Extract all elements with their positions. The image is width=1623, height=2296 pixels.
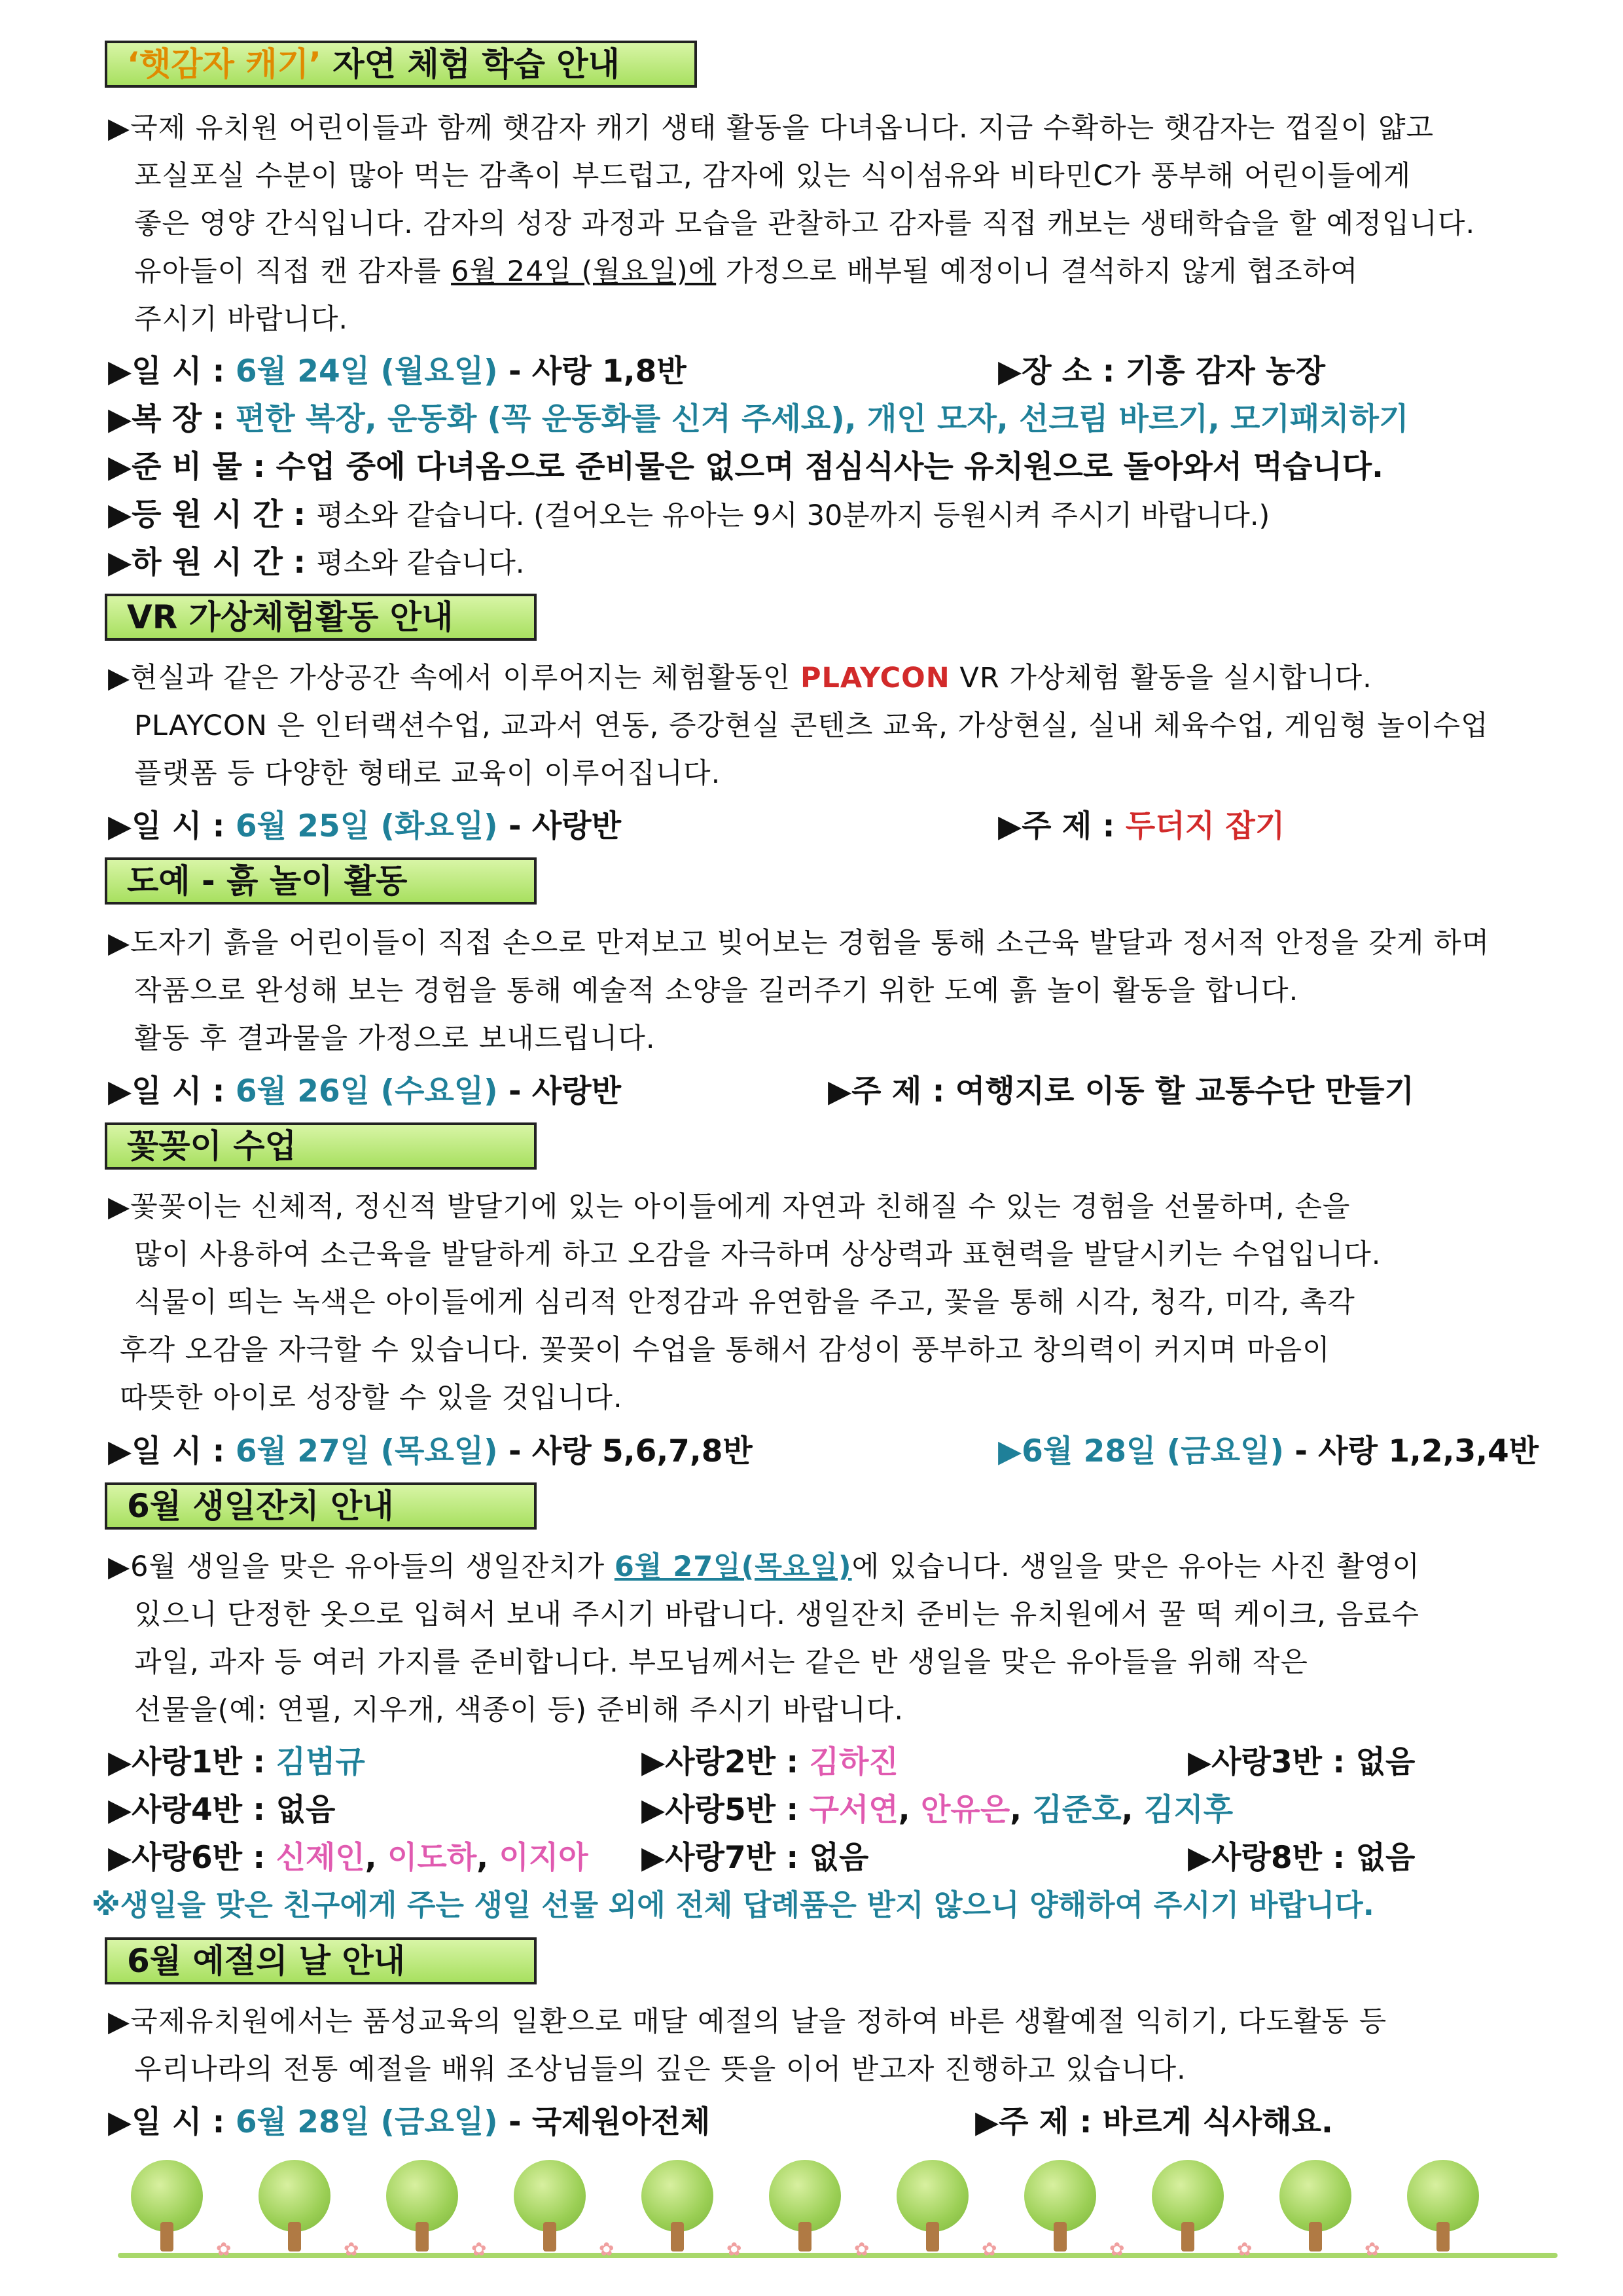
class5-name-1: 구서연	[809, 1792, 899, 1828]
flower-line-1: ▶ 꽃꽂이는 신체적, 정신적 발달기에 있는 아이들에게 자연과 친해질 수 있는 경험을 선물하며, 손을	[108, 1183, 1525, 1231]
flower-date-value: 6월 27일 (목요일)	[235, 1433, 498, 1469]
vr-line-1	[108, 655, 1525, 702]
tree-icon	[1024, 2160, 1096, 2258]
potato-line-2: 포실포실 수분이 많아 먹는 감촉이 부드럽고, 감자에 있는 식이섬유와 비타민C가 풍부해 어린이들에게	[134, 160, 1412, 192]
flower-icon: ✿	[726, 2238, 742, 2260]
potato-date-label: ▶일 시 :	[108, 353, 236, 389]
tree-icon	[259, 2160, 330, 2258]
tree-icon	[514, 2160, 586, 2258]
flower-icon: ✿	[344, 2238, 359, 2260]
birthday-line-1a: 6월 생일을 맞은 유아들의 생일잔치가	[130, 1551, 615, 1583]
class1-name: 김범규	[276, 1744, 365, 1780]
tree-icon	[1407, 2160, 1479, 2258]
flower-line-3: 식물이 띄는 녹색은 아이들에게 심리적 안정감과 유연함을 주고, 꽃을 통해 시각, 청각, 미각, 촉각	[134, 1286, 1355, 1319]
flower-line-2: 많이 사용하여 소근육을 발달하게 하고 오감을 자극하며 상상력과 표현력을 발달시키는 수업입니다.	[134, 1238, 1382, 1271]
vr-line-3: 플랫폼 등 다양한 형태로 교육이 이루어집니다.	[134, 757, 721, 790]
vr-line-2: PLAYCON 은 인터랙션수업, 교과서 연동, 증강현실 콘텐츠 교육, 가상현실, 실내 체육수업, 게임형 놀이수업	[134, 709, 1489, 742]
etiquette-date-line	[108, 2098, 710, 2142]
potato-leave-value: 평소와 같습니다.	[316, 547, 525, 580]
section-header-pottery: 도예 - 흙 놀이 활동	[105, 857, 537, 905]
flower-icon: ✿	[471, 2238, 487, 2260]
birthday-line-2: 있으니 단정한 옷으로 입혀서 보내 주시기 바랍니다. 생일잔치 준비는 유치원에서 꿀 떡 케이크, 음료수	[134, 1598, 1420, 1631]
potato-date-line	[108, 347, 687, 391]
header-potato-text: 자연 체험 학습 안내	[321, 45, 620, 83]
tree-icon	[1152, 2160, 1224, 2258]
tree-icon	[1279, 2160, 1351, 2258]
potato-leave-line	[108, 538, 524, 582]
birthday-line-1b: 에 있습니다. 생일을 맞은 유아는 사진 촬영이	[851, 1551, 1420, 1583]
flower-icon: ✿	[599, 2238, 615, 2260]
separator: ,	[1121, 1792, 1144, 1828]
class2-label: ▶사랑2반 :	[641, 1744, 810, 1780]
class4-line: ▶사랑4반 : 없음	[108, 1792, 336, 1828]
birthday-date: 6월 27일(목요일)	[614, 1551, 852, 1583]
vr-theme-line	[998, 802, 1285, 846]
class6-name-1: 신제인	[276, 1840, 365, 1876]
potato-date-value: 6월 24일 (월요일)	[235, 353, 498, 389]
class1-label: ▶사랑1반 :	[108, 1744, 276, 1780]
potato-clothes-value: 편한 복장, 운동화 (꼭 운동화를 신겨 주세요), 개인 모자, 선크림 바르기, 모기패치하기	[235, 401, 1409, 437]
separator: ,	[1010, 1792, 1033, 1828]
class6-line	[108, 1833, 588, 1877]
tree-icon	[386, 2160, 458, 2258]
potato-prep-line: ▶준 비 물 : 수업 중에 다녀옴으로 준비물은 없으며 점심식사는 유치원으로 돌아와서 먹습니다.	[108, 449, 1384, 485]
etiquette-description	[108, 1998, 1525, 2094]
potato-leave-label: ▶하 원 시 간 :	[108, 545, 317, 581]
etiquette-line-1: ▶ 국제유치원에서는 품성교육의 일환으로 매달 예절의 날을 정하여 바른 생활예절 익히기, 다도활동 등	[108, 1998, 1525, 2046]
section-header-potato	[105, 41, 697, 88]
flower-icon: ✿	[216, 2238, 232, 2260]
potato-arrive-line	[108, 490, 1270, 534]
birthday-line-1	[108, 1543, 1525, 1591]
section-header-vr: VR 가상체험활동 안내	[105, 594, 537, 641]
header-potato-highlight: ‘햇감자 캐기’	[127, 45, 321, 83]
separator: ,	[898, 1792, 921, 1828]
potato-date-rest: - 사랑 1,8반	[497, 353, 687, 389]
potato-line-5: 주시기 바랍니다.	[134, 303, 349, 336]
pottery-date-rest: - 사랑반	[497, 1073, 622, 1109]
flower-icon: ✿	[1109, 2238, 1125, 2260]
flower-icon: ✿	[1237, 2238, 1253, 2260]
section-header-flower: 꽃꽂이 수업	[105, 1122, 537, 1170]
vr-date-label: ▶일 시 :	[108, 808, 236, 844]
potato-line-4a: 유아들이 직접 캔 감자를	[134, 255, 452, 288]
flower-description	[108, 1183, 1525, 1422]
etiquette-date-rest: - 국제원아전체	[497, 2104, 711, 2140]
tree-icon	[131, 2160, 203, 2258]
separator: ,	[365, 1840, 388, 1876]
etiquette-date-value: 6월 28일 (금요일)	[235, 2104, 498, 2140]
class5-name-2: 안유은	[921, 1792, 1010, 1828]
pottery-line-1: ▶ 도자기 흙을 어린이들이 직접 손으로 만져보고 빚어보는 경험을 통해 소근육 발달과 정서적 안정을 갖게 하며	[108, 920, 1525, 967]
flower-line-4: 후각 오감을 자극할 수 있습니다. 꽃꽂이 수업을 통해서 감성이 풍부하고 창의력이 커지며 마음이	[120, 1334, 1330, 1367]
section-header-birthday: 6월 생일잔치 안내	[105, 1482, 537, 1530]
pottery-date-value: 6월 26일 (수요일)	[235, 1073, 498, 1109]
vr-line-1b: VR 가상체험 활동을 실시합니다.	[950, 662, 1372, 694]
potato-clothes-label: ▶복 장 :	[108, 401, 236, 437]
pottery-line-2: 작품으로 완성해 보는 경험을 통해 예술적 소양을 길러주기 위한 도예 흙 놀이 활동을 합니다.	[134, 975, 1299, 1007]
etiquette-date-label: ▶일 시 :	[108, 2104, 236, 2140]
potato-clothes-line	[108, 395, 1408, 439]
pottery-date-label: ▶일 시 :	[108, 1073, 236, 1109]
potato-place-line: ▶장 소 : 기흥 감자 농장	[998, 353, 1325, 389]
tree-icon	[641, 2160, 713, 2258]
pottery-theme-line: ▶주 제 : 여행지로 이동 할 교통수단 만들기	[828, 1073, 1414, 1109]
potato-description	[108, 105, 1525, 344]
etiquette-theme-line: ▶주 제 : 바르게 식사해요.	[975, 2104, 1333, 2140]
potato-arrive-label: ▶등 원 시 간 :	[108, 497, 317, 533]
birthday-note: ※생일을 맞은 친구에게 주는 생일 선물 외에 전체 답례품은 받지 않으니 양해하여 주시기 바랍니다.	[92, 1888, 1374, 1922]
etiquette-line-2: 우리나라의 전통 예절을 배워 조상님들의 깊은 뜻을 이어 받고자 진행하고 있습니다.	[134, 2053, 1186, 2086]
flower-line-5: 따뜻한 아이로 성장할 수 있을 것입니다.	[120, 1382, 623, 1414]
playcon-brand: PLAYCON	[800, 662, 950, 694]
flower-date-line	[108, 1427, 753, 1471]
flower-icon: ✿	[1364, 2238, 1380, 2260]
potato-line-3: 좋은 영양 간식입니다. 감자의 성장 과정과 모습을 관찰하고 감자를 직접 캐보는 생태학습을 할 예정입니다.	[134, 207, 1476, 240]
potato-line-4b: 가정으로 배부될 예정이니 결석하지 않게 협조하여	[716, 255, 1359, 288]
flower-date-label: ▶일 시 :	[108, 1433, 236, 1469]
birthday-line-3: 과일, 과자 등 여러 가지를 준비합니다. 부모님께서는 같은 반 생일을 맞은 유아들을 위해 작은	[134, 1646, 1308, 1679]
vr-description	[108, 655, 1525, 798]
class1-line	[108, 1738, 365, 1782]
separator: ,	[476, 1840, 499, 1876]
class2-line	[641, 1738, 899, 1782]
potato-line-4-date: 6월 24일 (월요일)에	[451, 255, 717, 288]
flower-icon: ✿	[982, 2238, 997, 2260]
class6-name-2: 이도하	[387, 1840, 477, 1876]
pottery-date-line	[108, 1067, 621, 1111]
vr-line-1a: 현실과 같은 가상공간 속에서 이루어지는 체험활동인	[130, 662, 800, 694]
class7-line: ▶사랑7반 : 없음	[641, 1840, 869, 1876]
class5-label: ▶사랑5반 :	[641, 1792, 810, 1828]
flower-date2-rest: - 사랑 1,2,3,4반	[1283, 1433, 1539, 1469]
class5-name-4: 김지후	[1143, 1792, 1234, 1828]
tree-border	[118, 2160, 1558, 2258]
class3-line: ▶사랑3반 : 없음	[1188, 1744, 1416, 1780]
class2-name: 김하진	[809, 1744, 899, 1780]
tree-icon	[897, 2160, 969, 2258]
vr-date-value: 6월 25일 (화요일)	[235, 808, 498, 844]
vr-date-rest: - 사랑반	[497, 808, 622, 844]
potato-line-1: ▶ 국제 유치원 어린이들과 함께 햇감자 캐기 생태 활동을 다녀옵니다. 지금 수확하는 햇감자는 껍질이 얇고	[108, 105, 1525, 152]
vr-theme-label: ▶주 제 :	[998, 808, 1126, 844]
class6-label: ▶사랑6반 :	[108, 1840, 276, 1876]
section-header-etiquette: 6월 예절의 날 안내	[105, 1937, 537, 1984]
pottery-description	[108, 920, 1525, 1063]
birthday-line-4: 선물을(예: 연필, 지우개, 색종이 등) 준비해 주시기 바랍니다.	[134, 1694, 904, 1727]
birthday-description	[108, 1543, 1525, 1734]
flower-date2-line	[998, 1427, 1539, 1471]
class8-line: ▶사랑8반 : 없음	[1188, 1840, 1416, 1876]
potato-line-4	[108, 248, 1525, 296]
potato-arrive-value: 평소와 같습니다. (걸어오는 유아는 9시 30분까지 등원시켜 주시기 바랍니다.)	[316, 499, 1270, 532]
tree-icon	[769, 2160, 841, 2258]
class5-name-3: 김준호	[1032, 1792, 1122, 1828]
flower-icon: ✿	[854, 2238, 870, 2260]
pottery-line-3: 활동 후 결과물을 가정으로 보내드립니다.	[134, 1022, 656, 1055]
flower-date2-value: ▶6월 28일 (금요일)	[998, 1433, 1284, 1469]
flower-date-rest: - 사랑 5,6,7,8반	[497, 1433, 753, 1469]
vr-theme-value: 두더지 잡기	[1125, 808, 1285, 844]
vr-date-line	[108, 802, 621, 846]
class6-name-3: 이지아	[499, 1840, 588, 1876]
class5-line	[641, 1785, 1233, 1829]
